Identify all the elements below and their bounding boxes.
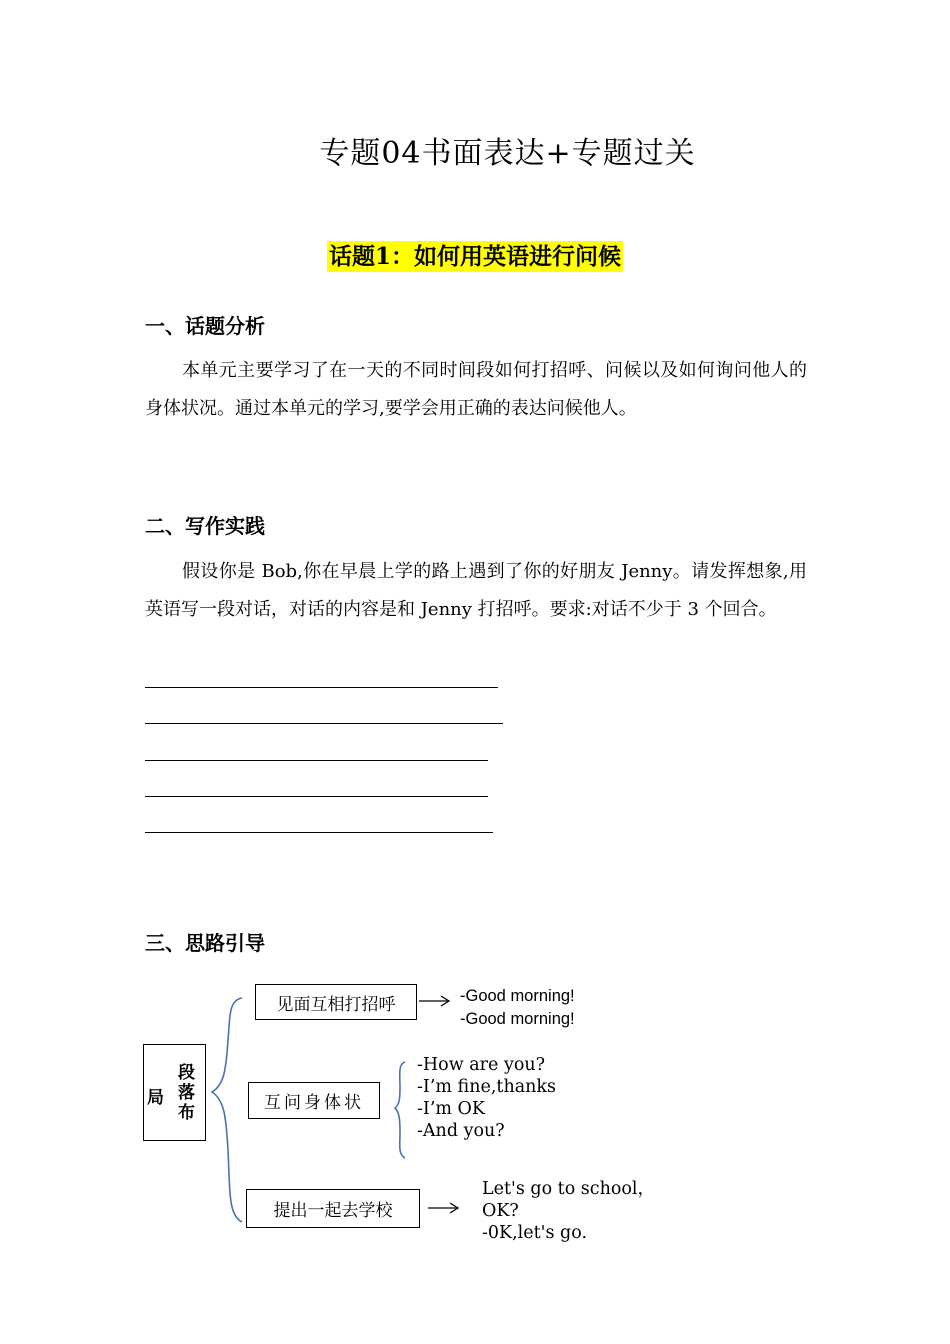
arrow-1 [419, 996, 449, 1006]
root-text-2: 段落布 [178, 1063, 195, 1123]
section-heading-analysis: 一、话题分析 [145, 314, 265, 338]
greet-line-1: -Good morning! [460, 987, 575, 1005]
topic-highlight: 话题1：如何用英语进行问候 [328, 243, 621, 270]
practice-paragraph: 假设你是 Bob,你在早晨上学的路上遇到了你的好朋友 Jenny。请发挥想象,用英语写一段对话，对话的内容是和 Jenny 打招呼。要求:对话不少于 3 个回合。 [145, 561, 807, 620]
root-text-1: 局 [147, 1088, 164, 1108]
branch-box-greet: 见面互相打招呼 [255, 984, 417, 1020]
arrow-3 [428, 1203, 458, 1213]
page-title: 专题04书面表达+专题过关 [319, 136, 696, 171]
branch-box-health: 互问身体状 [248, 1082, 380, 1119]
health-line-4: -And you? [417, 1121, 505, 1141]
left-brace [212, 998, 242, 1222]
school-line-2: OK? [482, 1201, 519, 1221]
school-line-3: -0K,let's go. [482, 1223, 588, 1243]
greet-line-2: -Good morning! [460, 1010, 575, 1028]
root-box [143, 1044, 206, 1141]
health-line-3: -I’m OK [417, 1099, 485, 1119]
school-line-1: Let's go to school， [482, 1179, 656, 1199]
section-heading-guide: 三、思路引导 [145, 931, 265, 955]
section-heading-practice: 二、写作实践 [145, 514, 265, 538]
health-line-2: -I’m fine,thanks [417, 1077, 557, 1097]
right-brace [395, 1062, 405, 1158]
health-line-1: -How are you? [417, 1055, 546, 1075]
analysis-paragraph: 本单元主要学习了在一天的不同时间段如何打招呼、问候以及如何询问他人的身体状况。通过本单元的学习,要学会用正确的表达问候他人。 [145, 360, 807, 419]
branch-box-school: 提出一起去学校 [246, 1189, 420, 1228]
